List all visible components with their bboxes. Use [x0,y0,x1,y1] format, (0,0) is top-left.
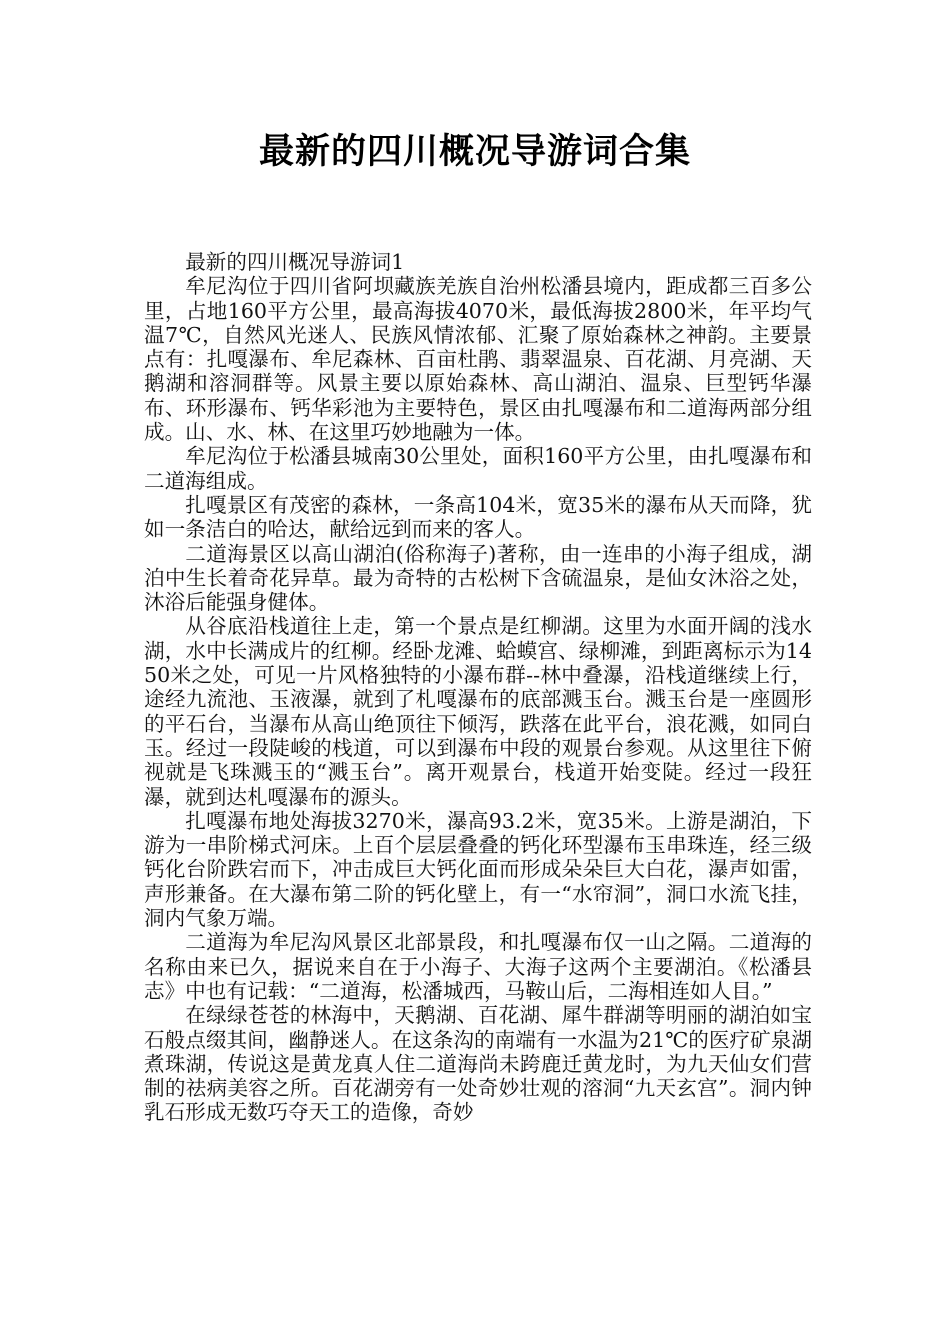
paragraph: 扎嘎景区有茂密的森林，一条高104米，宽35米的瀑布从天而降，犹如一条洁白的哈达，献给远到而来的客人。 [144,492,812,542]
paragraph: 在绿绿苍苍的林海中，天鹅湖、百花湖、犀牛群湖等明丽的湖泊如宝石般点缀其间，幽静迷人。在这条沟的南端有一水温为21℃的医疗矿泉湖煮珠湖，传说这是黄龙真人住二道海尚未跨鹿迁黄龙时，为九天仙女们营制的祛病美容之所。百花湖旁有一处奇妙壮观的溶洞“九天玄宫”。洞内钟乳石形成无数巧夺天工的造像，奇妙 [144,1003,812,1125]
paragraph: 牟尼沟位于四川省阿坝藏族羌族自治州松潘县境内，距成都三百多公里，占地160平方公里，最高海拔4070米，最低海拔2800米，年平均气温7℃，自然风光迷人、民族风情浓郁、汇聚了原始森林之神韵。主要景点有：扎嘎瀑布、牟尼森林、百亩杜鹃、翡翠温泉、百花湖、月亮湖、天鹅湖和溶洞群等。风景主要以原始森林、高山湖泊、温泉、巨型钙华瀑布、环形瀑布、钙华彩池为主要特色，景区由扎嘎瀑布和二道海两部分组成。山、水、林、在这里巧妙地融为一体。 [144,274,812,445]
document-body [144,250,812,1125]
paragraph: 牟尼沟位于松潘县城南30公里处，面积160平方公里，由扎嘎瀑布和二道海组成。 [144,444,812,493]
document-title: 最新的四川概况导游词合集 [258,132,691,172]
paragraph: 扎嘎瀑布地处海拔3270米，瀑高93.2米，宽35米。上游是湖泊，下游为一串阶梯式河床。上百个层层叠叠的钙化环型瀑布玉串珠连，经三级钙化台阶跌宕而下，冲击成巨大钙化面而形成朵朵巨大白花，瀑声如雷，声形兼备。在大瀑布第二阶的钙化壁上，有一“水帘洞”，洞口水流飞挂，洞内气象万端。 [144,808,812,931]
section-heading: 最新的四川概况导游词1 [185,250,405,274]
paragraph: 从谷底沿栈道往上走，第一个景点是红柳湖。这里为水面开阔的浅水湖，水中长满成片的红柳。经卧龙滩、蛤蟆宫、绿柳滩，到距离标示为1450米之处，可见一片风格独特的小瀑布群--林中叠瀑，沿栈道继续上行，途经九流池、玉液瀑，就到了札嘎瀑布的底部溅玉台。溅玉台是一座圆形的平石台，当瀑布从高山绝顶往下倾泻，跌落在此平台，浪花溅，如同白玉。经过一段陡峻的栈道，可以到瀑布中段的观景台参观。从这里往下俯视就是飞珠溅玉的“溅玉台”。离开观景台，栈道开始变陡。经过一段狂瀑，就到达札嘎瀑布的源头。 [144,614,812,809]
paragraph: 二道海为牟尼沟风景区北部景段，和扎嘎瀑布仅一山之隔。二道海的名称由来已久，据说来自在于小海子、大海子这两个主要湖泊。《松潘县志》中也有记载：“二道海，松潘城西，马鞍山后，二海相连如人目。” [144,930,812,1003]
paragraph: 二道海景区以高山湖泊(俗称海子)著称，由一连串的小海子组成，湖泊中生长着奇花异草。最为奇特的古松树下含硫温泉，是仙女沐浴之处，沐浴后能强身健体。 [144,541,812,615]
